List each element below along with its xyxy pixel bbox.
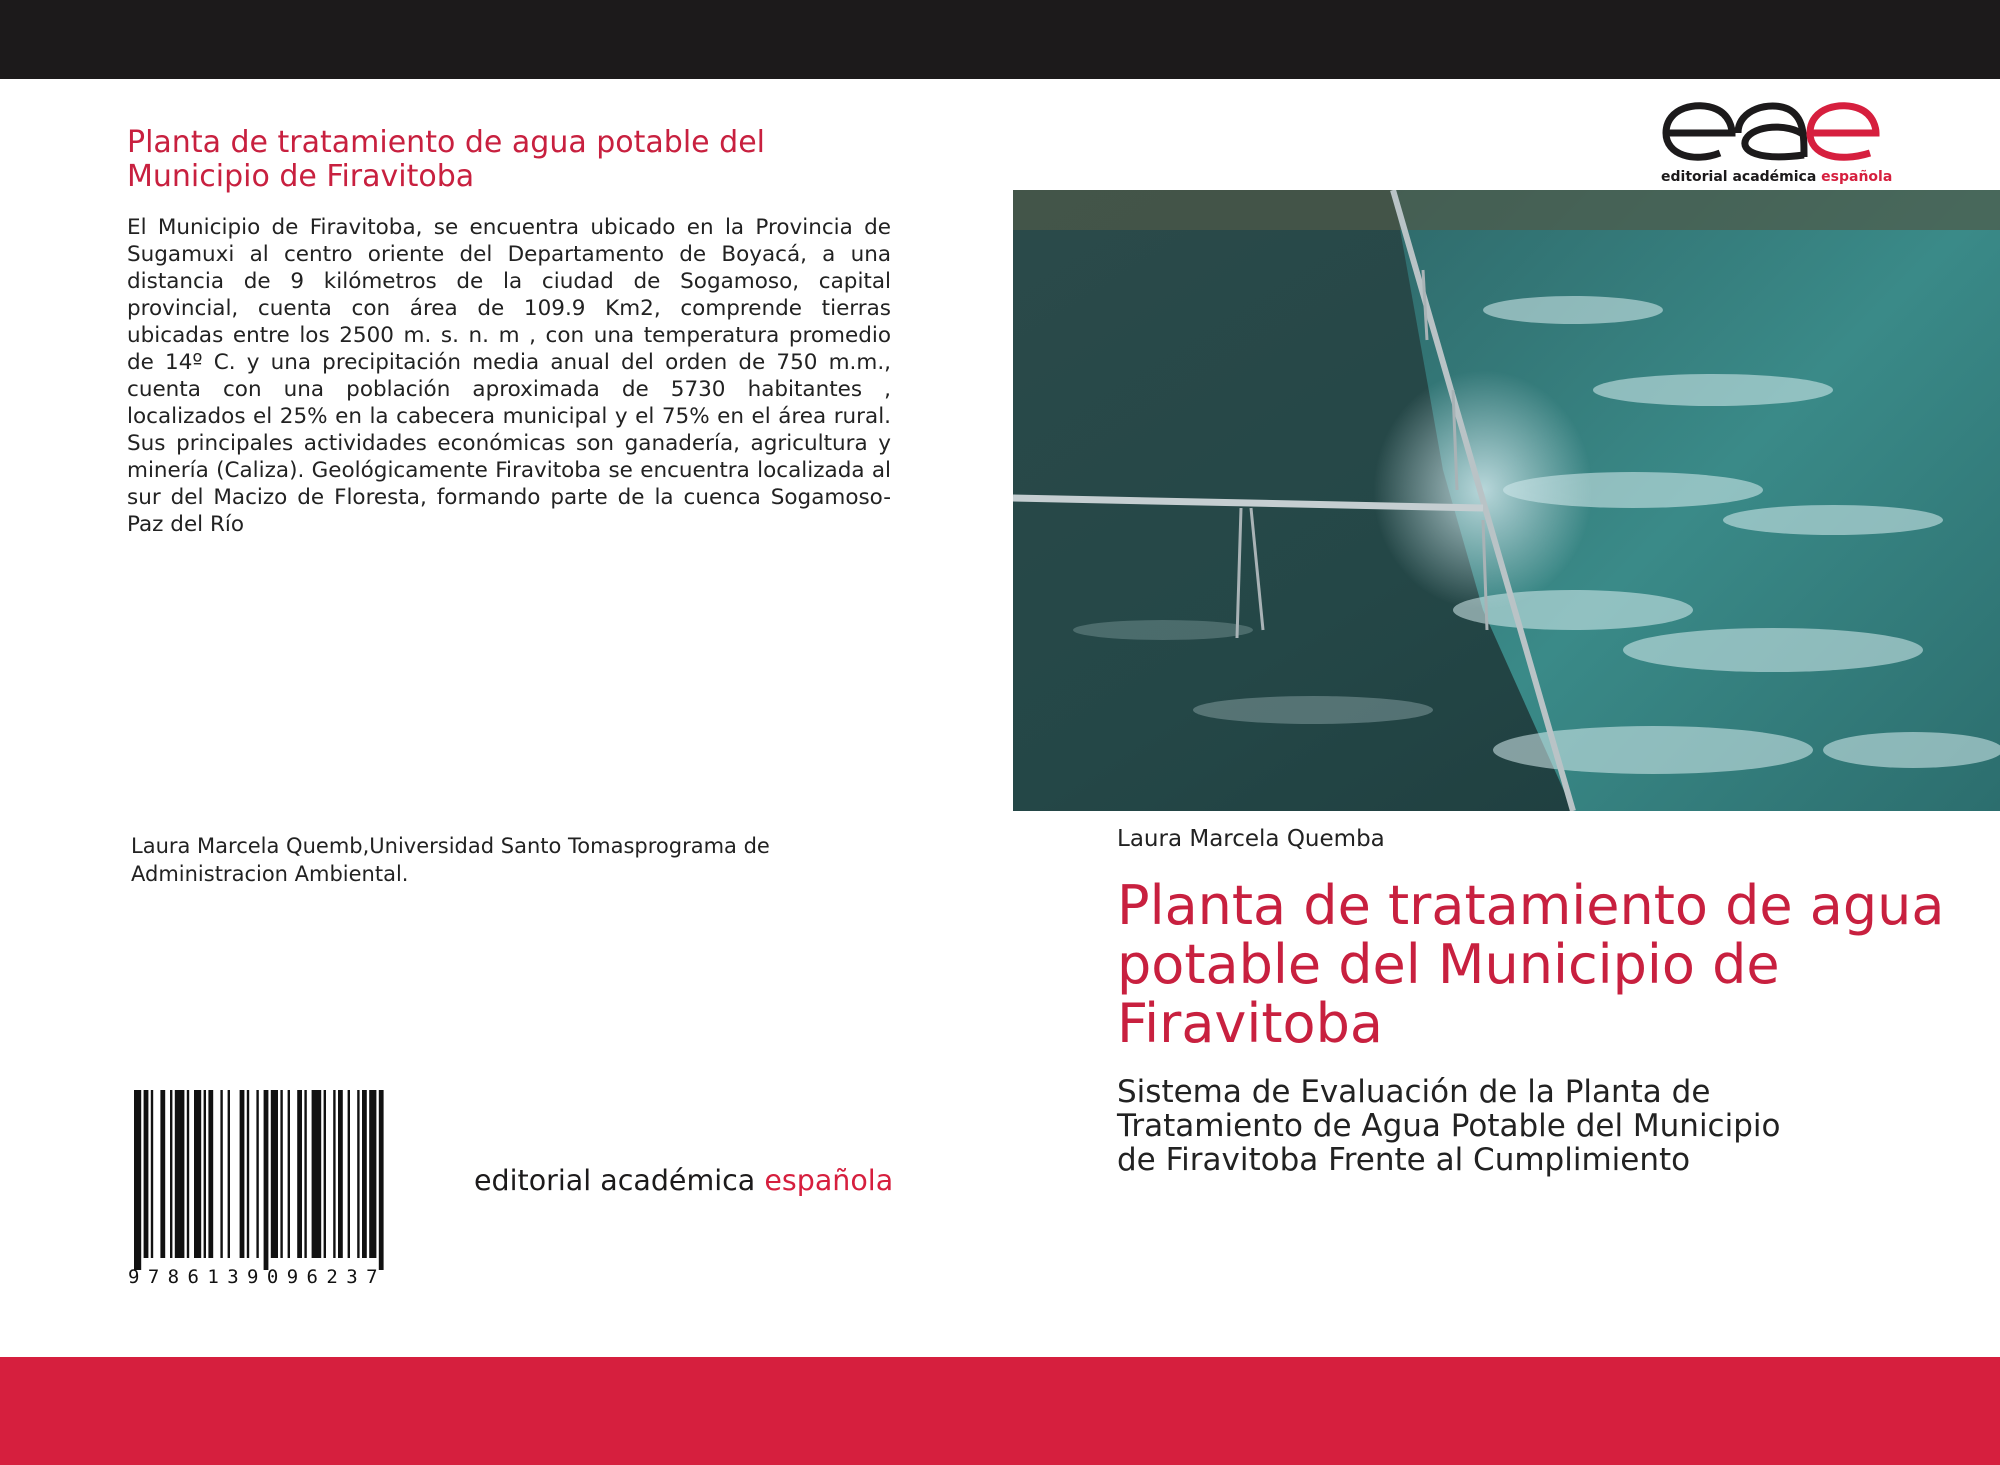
barcode-bars [134,1090,456,1270]
back-cover-title: Planta de tratamiento de agua potable del Municipio de Firavitoba [127,125,765,194]
back-cover-author-bio: Laura Marcela Quemb,Universidad Santo Tomasprograma de Administracion Ambiental. [131,834,770,886]
publisher-logo [1655,95,1893,195]
publisher-name-accent: española [764,1164,894,1197]
logo-text-accent: española [1821,169,1893,185]
front-cover-subtitle: Sistema de Evaluación de la Planta de Tratamiento de Agua Potable del Municipio de Firavitoba Frente al Cumplimiento [1117,1074,1781,1178]
cover-photo-water-treatment [1013,190,2000,811]
front-cover-author: Laura Marcela Quemba [1117,826,1385,852]
publisher-name: editorial académica [474,1164,756,1197]
eae-logo-mark [1658,95,1883,167]
front-cover-title: Planta de tratamiento de agua potable del Municipio de Firavitoba [1117,874,1945,1055]
barcode-number: 9786139096237 [128,1266,386,1288]
back-cover-publisher [474,1164,893,1197]
top-dark-band [0,0,2000,79]
bottom-red-band [0,1357,2000,1465]
logo-text-main: editorial académica [1661,169,1817,185]
back-cover-blurb: El Municipio de Firavitoba, se encuentra ubicado en la Provincia de Sugamuxi al centro oriente del Departamento de Boyacá, a una distancia de 9 kilómetros de la ciudad de Sogamoso, capital provincial, cuenta con área de 109.9 Km2, comprende tierras ubicadas entre los 2500 m. s. n. m , con una temperatura promedio de 14º C. y una precipitación media anual del orden de 750 m.m., cuenta con una población aproximada de 5730 habitantes , localizados el 25% en la cabecera municipal y el 75% en el área rural. Sus principales actividades económicas son ganadería, agricultura y minería (Caliza). Geológicamente Firavitoba se encuentra localizada al sur del Macizo de Floresta, formando parte de la cuenca Sogamoso-Paz del Río [127,215,891,537]
logo-text [1661,169,1892,185]
water-aeration-image [1013,190,2000,811]
isbn-barcode [128,1090,458,1290]
